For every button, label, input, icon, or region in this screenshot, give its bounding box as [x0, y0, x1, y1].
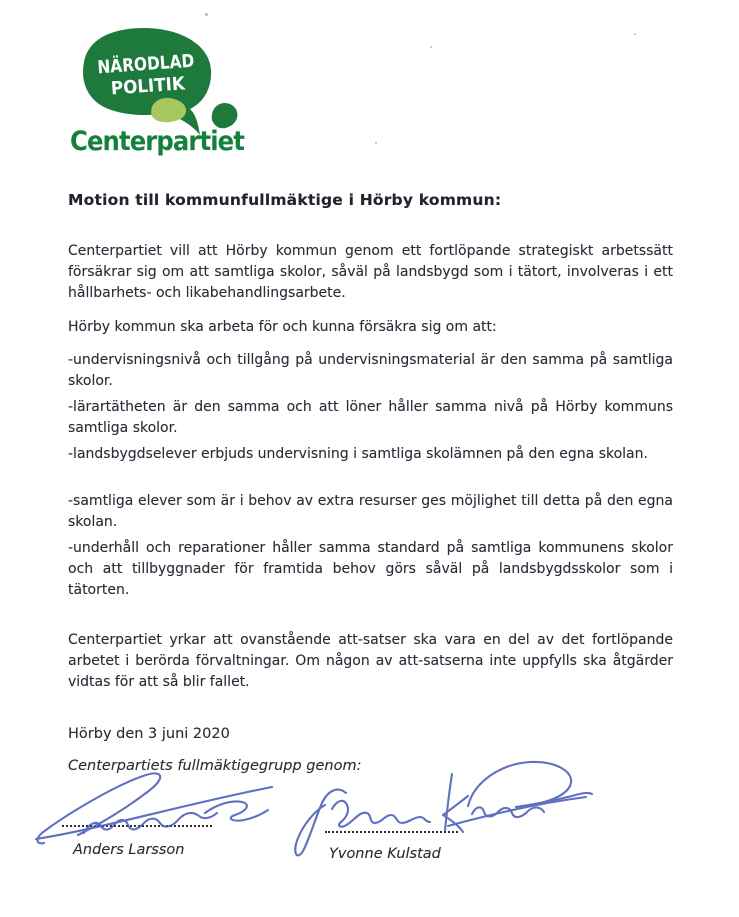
bubble-text-line2: POLITIK	[110, 72, 192, 100]
signature-line-anders	[62, 825, 212, 827]
signature-line-yvonne	[325, 831, 458, 833]
closing-paragraph: Centerpartiet yrkar att ovanstående att-satser ska vara en del av det fortlöpande arbetet i berörda förvaltningar. Om någon av att-satserna inte uppfylls ska åtgärder vidtas för att så blir fallet.	[68, 632, 673, 690]
att-sats-paragraph: -lärartätheten är den samma och att löner håller samma nivå på Hörby kommuns samtliga skolor.	[68, 399, 673, 436]
scan-speck	[634, 33, 636, 35]
signatory-name-anders: Anders Larsson	[73, 842, 185, 858]
bubble-text-line1: NÄRODLAD	[96, 49, 212, 79]
scan-speck	[430, 46, 432, 48]
signatory-name-yvonne: Yvonne Kulstad	[329, 846, 441, 862]
signature-intro: Centerpartiets fullmäktigegrupp genom:	[68, 758, 362, 774]
att-sats-paragraph: -underhåll och reparationer håller samma standard på samtliga kommunens skolor och att tillbyggnader för framtida behov görs såväl på landsbygdsskolor som i tätorten.	[68, 540, 673, 598]
centerpartiet-logo	[70, 24, 250, 158]
scan-speck	[375, 142, 377, 144]
signature-anders-larsson	[36, 773, 272, 843]
att-sats-paragraph: -samtliga elever som är i behov av extra resurser ges möjlighet till detta på den egna skolan.	[68, 493, 673, 530]
lead-line: Hörby kommun ska arbeta för och kunna försäkra sig om att:	[68, 319, 497, 335]
motion-heading: Motion till kommunfullmäktige i Hörby kommun:	[68, 191, 502, 209]
scan-speck	[205, 13, 208, 16]
att-sats-paragraph: -undervisningsnivå och tillgång på undervisningsmaterial är den samma på samtliga skolor.	[68, 352, 673, 389]
intro-paragraph: Centerpartiet vill att Hörby kommun genom ett fortlöpande strategiskt arbetssätt försäkrar sig om att samtliga skolor, såväl på landsbygd som i tätort, involveras i ett hållbarhets- och likabehandlingsarbete.	[68, 243, 673, 301]
att-sats-paragraph: -landsbygdselever erbjuds undervisning i samtliga skolämnen på den egna skolan.	[68, 446, 648, 462]
dark-leaf-icon	[212, 103, 238, 128]
date-line: Hörby den 3 juni 2020	[68, 726, 230, 742]
centerpartiet-logo-graphic	[70, 24, 250, 158]
wordmark-centerpartiet: Centerpartiet	[70, 126, 245, 157]
